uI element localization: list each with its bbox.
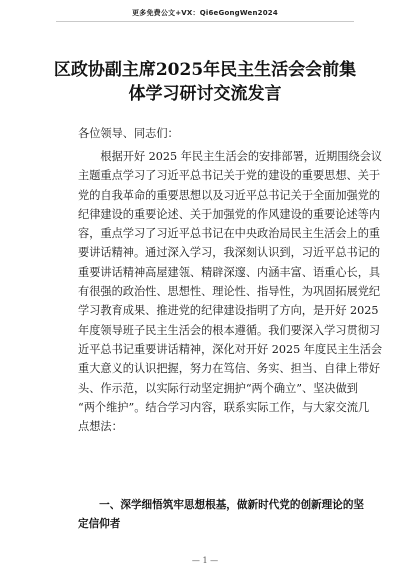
paragraph-line: 重大意义的认识把握，努力在笃信、务实、担当、自律上带好 — [78, 362, 381, 376]
document-title-line: 区政协副主席2025年民主生活会会前集 — [53, 60, 357, 80]
paragraph-line: 纪律建设的重要论述、关于加强党的作风建设的重要论述等内 — [78, 207, 381, 221]
paragraph-line: 要讲话精神。通过深入学习，我深刻认识到，习近平总书记的 — [78, 246, 381, 260]
header-divider — [56, 21, 354, 22]
document-title-line: 体学习研讨交流发言 — [128, 84, 282, 104]
section-heading-line: 定信仰者 — [78, 518, 121, 531]
paragraph-line: 近平总书记重要讲话精神，深化对开好 2025 年度民主生活会 — [78, 342, 383, 356]
page-number: — 1 — — [191, 556, 219, 565]
document-title — [40, 58, 370, 106]
paragraph-line: 学习教育成果、推进党的纪律建设指明了方向，是开好 2025 — [78, 304, 379, 318]
paragraph-line: “两个维护”。结合学习内容，联系实际工作，与大家交流几 — [78, 400, 370, 414]
paragraph-line: 重要讲话精神高屋建瓴、精辟深邃、内涵丰富、语重心长，具 — [78, 265, 381, 279]
paragraph-line: 年度领导班子民主生活会的根本遵循。我们要深入学习贯彻习 — [78, 323, 381, 337]
section-heading-line: 一、深学细悟筑牢思想根基，做新时代党的创新理论的坚 — [78, 499, 365, 511]
paragraph-line: 点想法： — [78, 420, 123, 434]
paragraph-line: 有很强的政治性、思想性、理论性、指导性，为巩固拓展党纪 — [78, 285, 381, 299]
paragraph-line: 头、作示范，以实际行动坚定拥护“两个确立”、坚决做到 — [78, 381, 358, 395]
paragraph-line: 主题重点学习了习近平总书记关于党的建设的重要思想、关于 — [78, 169, 381, 183]
section-heading — [78, 496, 365, 535]
greeting: 各位领导、同志们： — [78, 127, 179, 140]
paragraph-line: 根据开好 2025 年民主生活会的安排部署，近期围绕会议 — [78, 150, 383, 163]
body-paragraph — [78, 147, 383, 436]
paragraph-line: 党的自我革命的重要思想以及习近平总书记关于全面加强党的 — [78, 188, 381, 202]
header-promo-note: 更多免费公文+VX：Qi6eGongWen2024 — [132, 9, 278, 17]
paragraph-line: 容，重点学习了习近平总书记在中央政治局民主生活会上的重 — [78, 227, 381, 241]
